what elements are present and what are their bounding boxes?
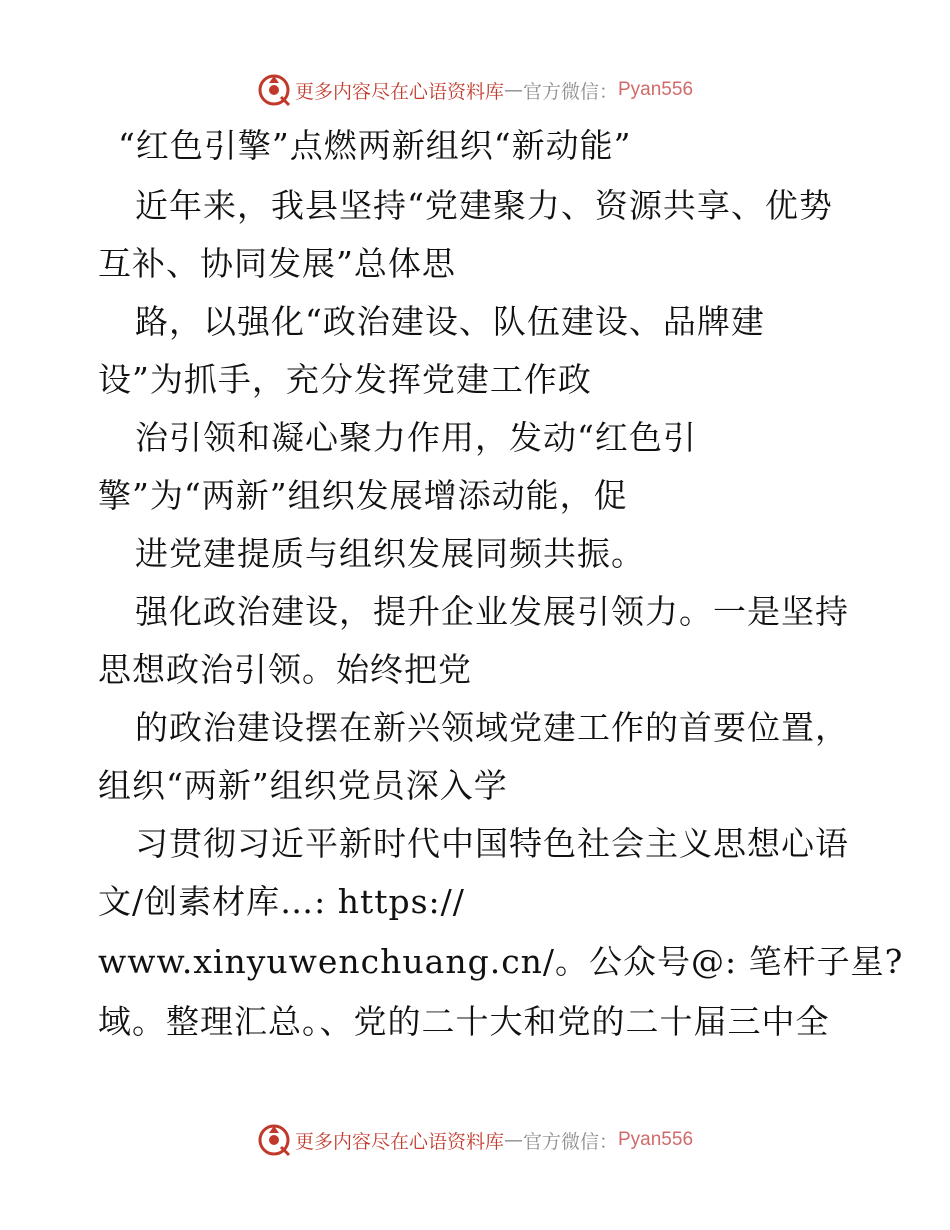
footer-banner: [0, 1122, 950, 1158]
text-line: 强化政治建设，提升企业发展引领力。一是坚持: [135, 592, 849, 631]
header-banner: [0, 72, 950, 108]
banner-dash: —: [503, 1129, 523, 1151]
banner-dash: —: [503, 79, 523, 101]
banner-wechat-label: 官方微信：: [522, 80, 618, 103]
text-line: 的政治建设摆在新兴领域党建工作的首要位置，: [135, 708, 849, 747]
banner-wechat-label: 官方微信：: [522, 1130, 618, 1153]
text-line: www.xinyuwenchuang.cn/。公众号@: 笔杆子星?: [98, 942, 904, 981]
page-title: “红色引擎”点燃两新组织“新动能”: [118, 126, 632, 165]
banner-brand: 更多内容尽在心语资料库: [294, 80, 504, 103]
text-line: 进党建提质与组织发展同频共振。: [135, 534, 645, 573]
text-line: 治引领和凝心聚力作用，发动“红色引: [135, 418, 697, 457]
banner-wechat-id: Pyan556: [618, 1129, 694, 1150]
text-line: 擎”为“两新”组织发展增添动能，促: [98, 476, 628, 515]
text-line: 设”为抓手，充分发挥党建工作政: [98, 360, 592, 399]
text-line: 文/创素材库…: https://: [98, 882, 465, 921]
logo-icon: [257, 73, 291, 107]
banner-brand: 更多内容尽在心语资料库: [294, 1130, 504, 1153]
text-line: 互补、协同发展”总体思: [98, 244, 456, 283]
text-line: 近年来，我县坚持“党建聚力、资源共享、优势: [135, 186, 833, 225]
text-line: 路，以强化“政治建设、队伍建设、品牌建: [135, 302, 765, 341]
text-line: 组织“两新”组织党员深入学: [98, 766, 508, 805]
text-line: 思想政治引领。始终把党: [98, 650, 472, 689]
logo-icon: [257, 1123, 291, 1157]
text-line: 域。整理汇总。、党的二十大和党的二十届三中全: [98, 1002, 830, 1041]
text-line: 习贯彻习近平新时代中国特色社会主义思想心语: [135, 824, 849, 863]
banner-wechat-id: Pyan556: [618, 79, 694, 100]
